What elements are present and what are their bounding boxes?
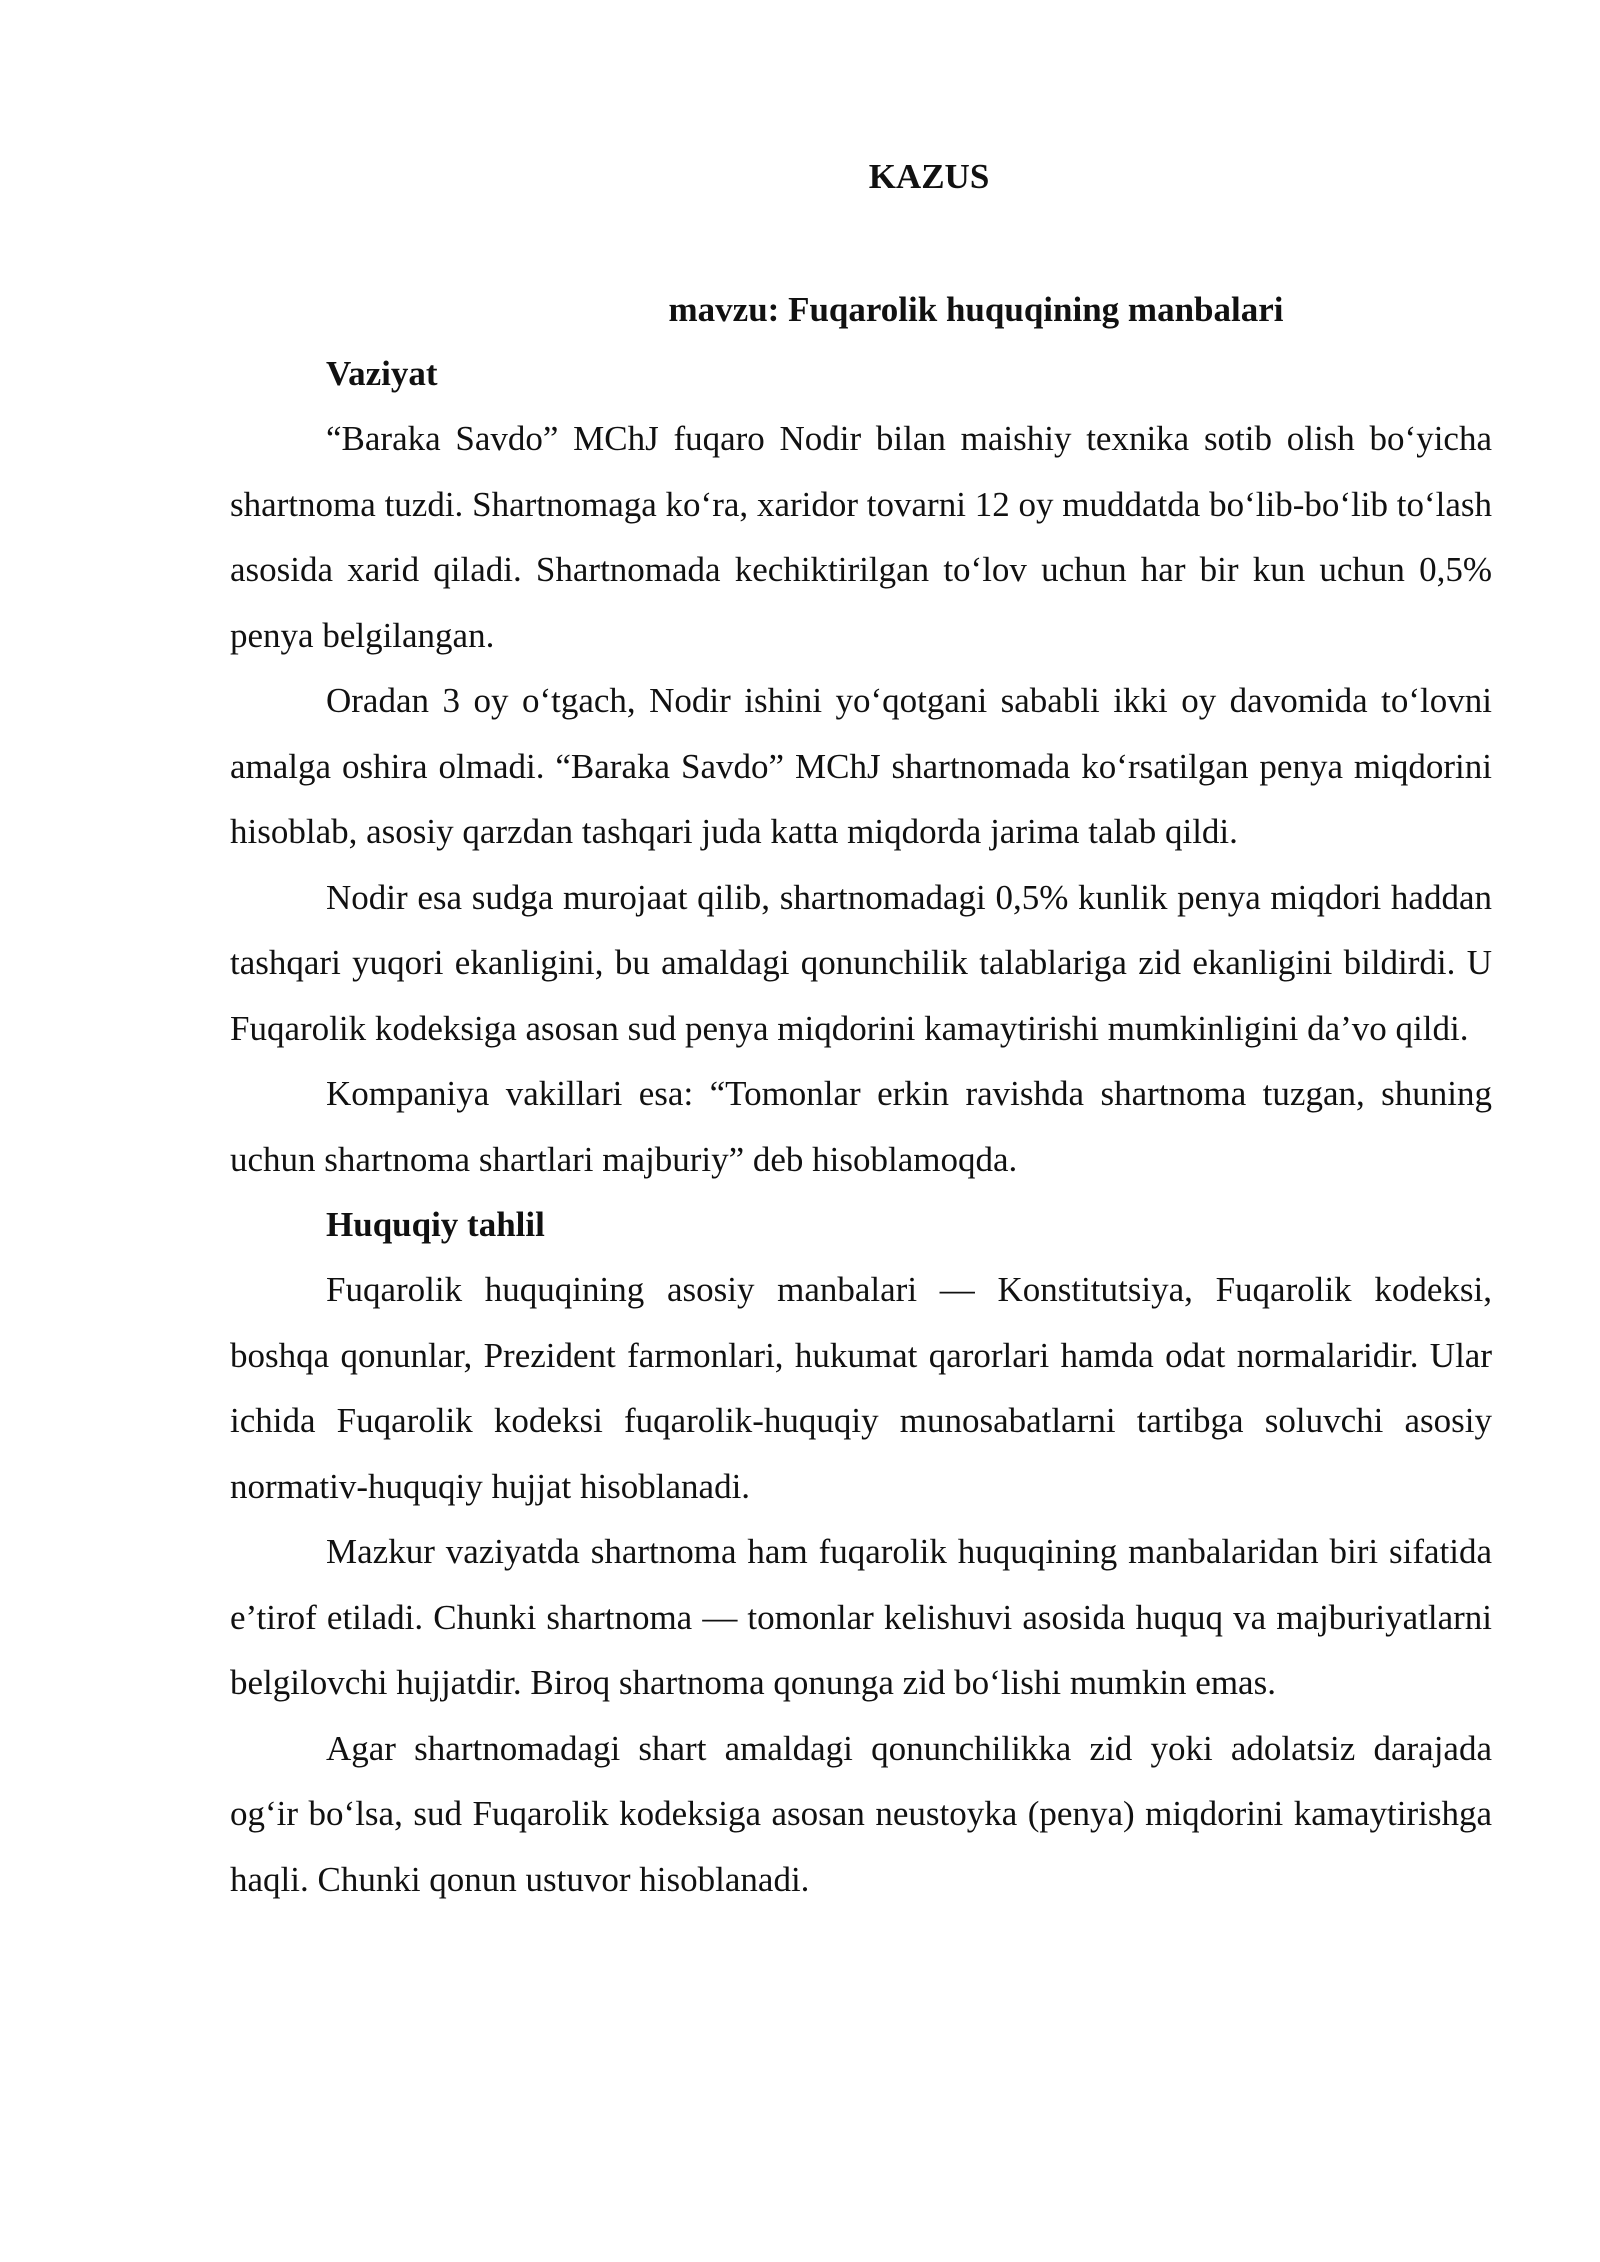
paragraph: Kompaniya vakillari esa: “Tomonlar erkin ravishda shartnoma tuzgan, shuning uchun shartnoma shartlari majburiy” deb hisoblamoqda. [230,1074,1492,1179]
paragraph: Agar shartnomadagi shart amaldagi qonunchilikka zid yoki adolatsiz darajada og‘ir bo‘lsa, sud Fuqarolik kodeksiga asosan neustoyka (penya) miqdorini kamaytirishga haqli. Chunki qonun ustuvor hisoblanadi. [230,1728,1492,1899]
section-legal-analysis [230,1192,1492,1912]
paragraph: Fuqarolik huquqining asosiy manbalari — Konstitutsiya, Fuqarolik kodeksi, boshqa qonunlar, Prezident farmonlari, hukumat qarorlari hamda odat normalaridir. Ular ichida Fuqarolik kodeksi fuqarolik-huquqiy munosabatlarni tartibga soluvchi asosiy normativ-huquqiy hujjat hisoblanadi. [230,1270,1492,1506]
section-heading-situation: Vaziyat [326,354,438,393]
document-title: KAZUS [868,157,990,196]
section-heading-legal-analysis: Huquqiy tahlil [326,1205,545,1244]
paragraph: Mazkur vaziyatda shartnoma ham fuqarolik huquqining manbalaridan biri sifatida e’tirof etiladi. Chunki shartnoma — tomonlar kelishuvi asosida huquq va majburiyatlarni belgilovchi hujjatdir. Biroq shartnoma qonunga zid bo‘lishi mumkin emas. [230,1532,1492,1702]
paragraph: “Baraka Savdo” MChJ fuqaro Nodir bilan maishiy texnika sotib olish bo‘yicha shartnoma tuzdi. Shartnomaga ko‘ra, xaridor tovarni 12 oy muddatda bo‘lib-bo‘lib to‘lash asosida xarid qiladi. Shartnomada kechiktirilgan to‘lov uchun har bir kun uchun 0,5% penya belgilangan. [230,419,1492,655]
section-situation [230,341,1492,1192]
paragraph: Oradan 3 oy o‘tgach, Nodir ishini yo‘qotgani sababli ikki oy davomida to‘lovni amalga oshira olmadi. “Baraka Savdo” MChJ shartnomada ko‘rsatilgan penya miqdorini hisoblab, asosiy qarzdan tashqari juda katta miqdorda jarima talab qildi. [230,681,1492,851]
document-topic: mavzu: Fuqarolik huquqining manbalari [668,290,1284,329]
paragraph: Nodir esa sudga murojaat qilib, shartnomadagi 0,5% kunlik penya miqdori haddan tashqari yuqori ekanligini, bu amaldagi qonunchilik talablariga zid ekanligini bildirdi. U Fuqarolik kodeksiga asosan sud penya miqdorini kamaytirishi mumkinligini da’vo qildi. [230,877,1492,1048]
document-body [230,146,1492,1912]
